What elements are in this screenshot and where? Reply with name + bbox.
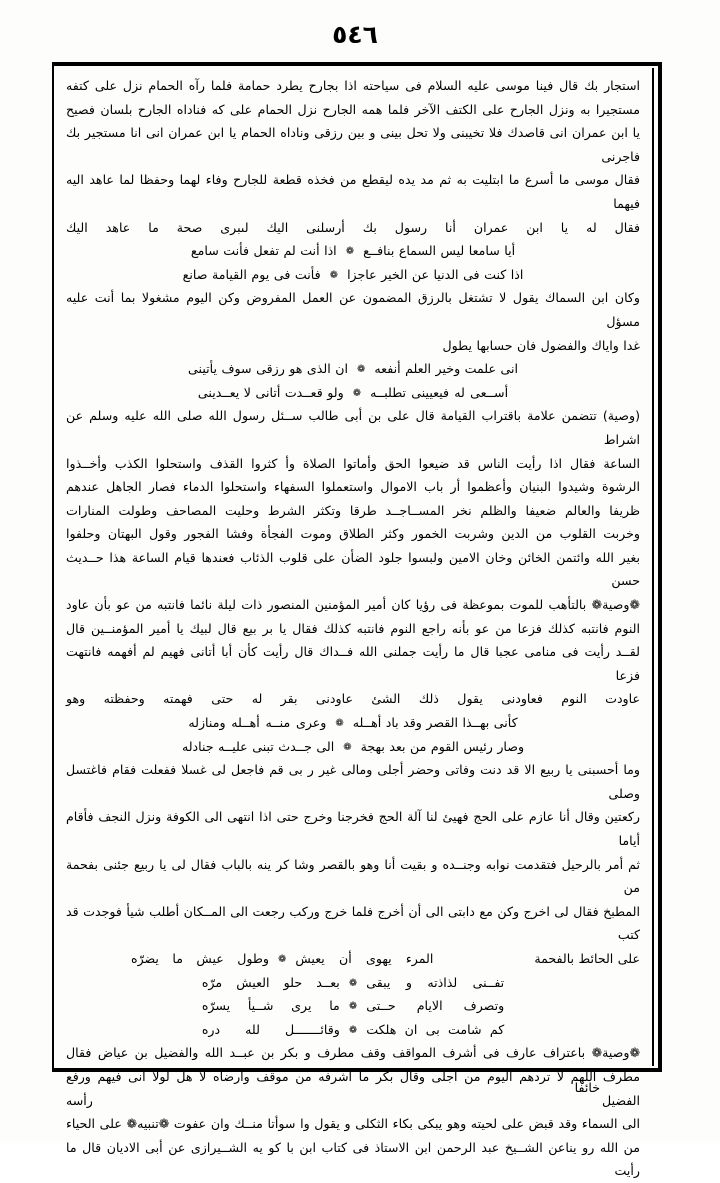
prose-line: ظريفا والعالم ضعيفا والظلم نخر المســاجــد طرقا وتكثر الشرط وحليت المصاحف وطولت المنارات <box>66 502 640 518</box>
prose-line: وخربت القلوب من الدين وشربت الخمور وكثر الطلاق وموت الفجأة وفشا الفجور وقول البهتان وحلفوا <box>66 526 640 542</box>
verse-separator-floret: ❁ <box>348 1024 358 1036</box>
poem-verse <box>187 971 520 995</box>
hemistich-first: تفــنى لذاذته و يبقى <box>366 974 505 990</box>
prose-block <box>66 74 640 239</box>
hemistich-first: كم شامت بى ان هلكت <box>366 1021 505 1037</box>
poem-verse <box>169 239 536 263</box>
prose-line: وكان ابن السماك يقول لا تشتغل بالرزق المضمون عن العمل المفروض وكن اليوم مشغولا بما أنت عليه مسؤل <box>66 290 640 329</box>
poem-verse <box>131 947 433 971</box>
prose-line: فقال موسى ما أسرع ما ابتليت به ثم مد يده ليقطع من فخذه قطعة للجارح وفاء لهما وحفظا لما عاهد اليه فيهما <box>66 172 640 211</box>
prose-line: مستجيرا به ونزل الجارح على الكتف الآخر فلما همه الجارح نزل الحمام على كه فناداه الجارح بلسان فصيح <box>66 101 640 117</box>
prose-block <box>66 758 640 947</box>
hemistich-second: ما يرى شــيأ يسرّه <box>201 998 340 1014</box>
prose-line: حسن <box>611 573 640 589</box>
hemistich-second: اذا أنت لم تفعل فأنت سامع <box>190 243 337 259</box>
prose-line: ركعتين وقال أنا عازم على الحج فهيئ لنا آلة الحج فخرجنا وخرج حتى اذا انتهى الى الكوفة ونزل النجف فأقام أياما <box>66 809 640 848</box>
poem-verse <box>169 381 536 405</box>
poem-block <box>169 239 536 286</box>
prose-line: ❁وصية❁ باعتراف عارف فى أشرف المواقف وقف مطرف و بكر بن عبــد الله والفضيل بن عياض فقال <box>66 1045 640 1061</box>
hemistich-first: أيا سامعا ليس السماع بنافــع <box>363 243 516 259</box>
hemistich-second: وعرى منــه أهــله ومنازله <box>188 715 327 731</box>
marginal-note: على الحائط بالفحمة <box>534 950 640 966</box>
verse-separator-floret: ❁ <box>343 741 352 753</box>
poem-verse <box>169 711 536 735</box>
prose-line: يا ابن عمران انى قاصدك فلا تخيبنى ولا تحل بينى و بين رزقى وناداه الحمام يا ابن عمران انى انا مستجير بك فاجرنى <box>66 125 640 164</box>
prose-line: وما أحسبنى يا ربيع الا قد دنت وفاتى وحضر أجلى ومالى غير ر بى قم فاجعل لى غسلا ففعلت فقام فاغتسل وصلى <box>66 762 640 801</box>
poem-verse <box>169 735 536 759</box>
verse-separator-floret: ❁ <box>356 364 366 376</box>
prose-line: (وصية) تتضمن علامة باقتراب القيامة قال على بن أبى طالب ســئل رسول الله صلى الله عليه وسلم عن اشراط <box>66 408 640 447</box>
prose-line: الرشوة وشيدوا البنيان وأعظموا أر باب الاموال واستعملوا السفهاء واستحلوا الدماء فصار الجاهل عندهم <box>66 479 640 495</box>
prose-line: عاودت النوم فعاودنى يقول ذلك الشئ عاودنى بقر له حتى فهمته وحفظته وهو <box>66 691 640 707</box>
poem-line-wrap <box>187 1018 520 1042</box>
poem-block <box>169 357 536 404</box>
hemistich-first: انى علمت وخير العلم أنفعه <box>374 361 518 377</box>
hemistich-first: المرء يهوى أن يعيش <box>295 950 434 966</box>
poem-block <box>169 711 536 758</box>
verse-separator-floret: ❁ <box>348 977 358 989</box>
poem-block-tagged <box>66 947 640 1041</box>
page-number: ٥٤٦ <box>332 20 378 49</box>
verse-separator-floret: ❁ <box>345 246 355 258</box>
hemistich-first: كأنى بهــذا القصر وقد باد أهــله <box>352 715 518 731</box>
verse-separator-floret: ❁ <box>277 953 287 965</box>
prose-line: ثم أمر بالرحيل فتقدمت نوابه وجنــده و بقيت أنا وهو بالقصر وشا كر ينه بالباب فقال لى يا ربيع جئنى بفحمة من <box>66 856 640 896</box>
hemistich-second: ولو قعــدت أتانى لا يعــدينى <box>197 384 344 400</box>
verse-separator-floret: ❁ <box>352 387 362 399</box>
prose-line: المطبخ فقال لى اخرج وكن مع دابتى الى أن أخرج فلما خرج وركب رجعت الى المــكان أطلب شيأ فوجدت قد كتب <box>65 903 640 943</box>
hemistich-second: ان الذى هو رزقى سوف يأتينى <box>188 361 348 377</box>
poem-verse-with-tag <box>66 947 640 971</box>
prose-line: الساعة فقال اذا رأيت الناس قد ضيعوا الحق وأماتوا الصلاة وأ كثروا القذف واستحلوا الكذب وأخــذوا <box>66 455 640 471</box>
hemistich-first: وتصرف الايام حــتى <box>366 998 505 1014</box>
verse-separator-floret: ❁ <box>329 269 339 281</box>
hemistich-first: وصار رئيس القوم من بعد بهجة <box>360 738 525 754</box>
hemistich-first: اذا كنت فى الدنيا عن الخير عاجزا <box>347 266 524 282</box>
prose-block <box>66 593 640 711</box>
verse-separator-floret: ❁ <box>348 1001 358 1013</box>
poem-verse <box>187 1018 520 1042</box>
verse-holder <box>66 947 498 971</box>
prose-line: الى السماء وقد قبض على لحيته وهو يبكى بكاء الثكلى و يقول وا سوأتا منــك وان عفوت ❁تنبيه❁ على الحياء <box>66 1116 640 1132</box>
prose-line: النوم فانتبه كذلك فزعا من عو بأنه راجع النوم فانتبه كذلك فقال يا بر بيع قال لبيك يا أمير المؤمنــين قال <box>66 620 640 636</box>
prose-line: استجار بك قال فينا موسى عليه السلام فى سياحته اذا بجارح يطرد حمامة فلما رآه الحمام نزل على كتفه <box>66 78 640 93</box>
prose-line: من الله رو يناعن الشــيخ عبد الرحمن ابن الاستاذ فى كتاب ابن با كو يه الشــيرازى عن أبى الاديان قال ما رأيت <box>66 1139 640 1179</box>
hemistich-second: الى جــدث تبنى عليــه جنادله <box>181 738 335 754</box>
prose-block <box>66 404 640 593</box>
catchword: خائفا <box>574 1080 600 1095</box>
prose-block <box>66 1041 640 1183</box>
hemistich-first: أســعى له فيعيينى تطلبــه <box>370 384 509 400</box>
verse-separator-floret: ❁ <box>335 718 344 730</box>
prose-line: فقال له يا ابن عمران أنا رسول بك أرسلنى اليك لىبرى صحة ما عاهد اليك <box>66 219 640 235</box>
poem-verse <box>169 263 536 287</box>
poem-verse <box>187 994 520 1018</box>
poem-line-wrap <box>187 971 520 995</box>
prose-line: مطرف اللهم لا تردهم اليوم من أجلى وقال بكر ما أشرفه من موقف وأرضاه لا هل لولا أنى فيهم ورفع الفضيل رأسه <box>66 1068 640 1108</box>
prose-line: بغير الله وائتمن الخائن وخان الامين ولبسوا جلود الضأن على قلوب الذئاب فعندها قيام الساعة هذا حــديث <box>66 549 640 565</box>
poem-verse <box>169 357 536 381</box>
hemistich-second: وقائـــــــل لله دره <box>201 1021 340 1037</box>
prose-line: غدا واياك والفضول فان حسابها يطول <box>442 337 640 353</box>
poem-line-wrap <box>187 994 520 1018</box>
prose-line: لقــد رأيت فى منامى عجبا قال ما رأيت جملنى الله فــداك قال رأيت كأن أبا أتانى فهيم لم أفهمه فانتهت فزعا <box>66 644 640 683</box>
prose-line: ❁وصية❁ بالتأهب للموت بموعظة فى رؤيا كان أمير المؤمنين المنصور ذات ليلة نائما فانتبه من عو بأن عاود <box>66 597 640 613</box>
hemistich-second: وطول عيش ما يضرّه <box>130 950 269 966</box>
hemistich-second: فأنت فى يوم القيامة صانع <box>182 266 321 282</box>
hemistich-second: بعــد حلو العيش مرّه <box>201 974 340 990</box>
prose-block <box>66 286 640 357</box>
